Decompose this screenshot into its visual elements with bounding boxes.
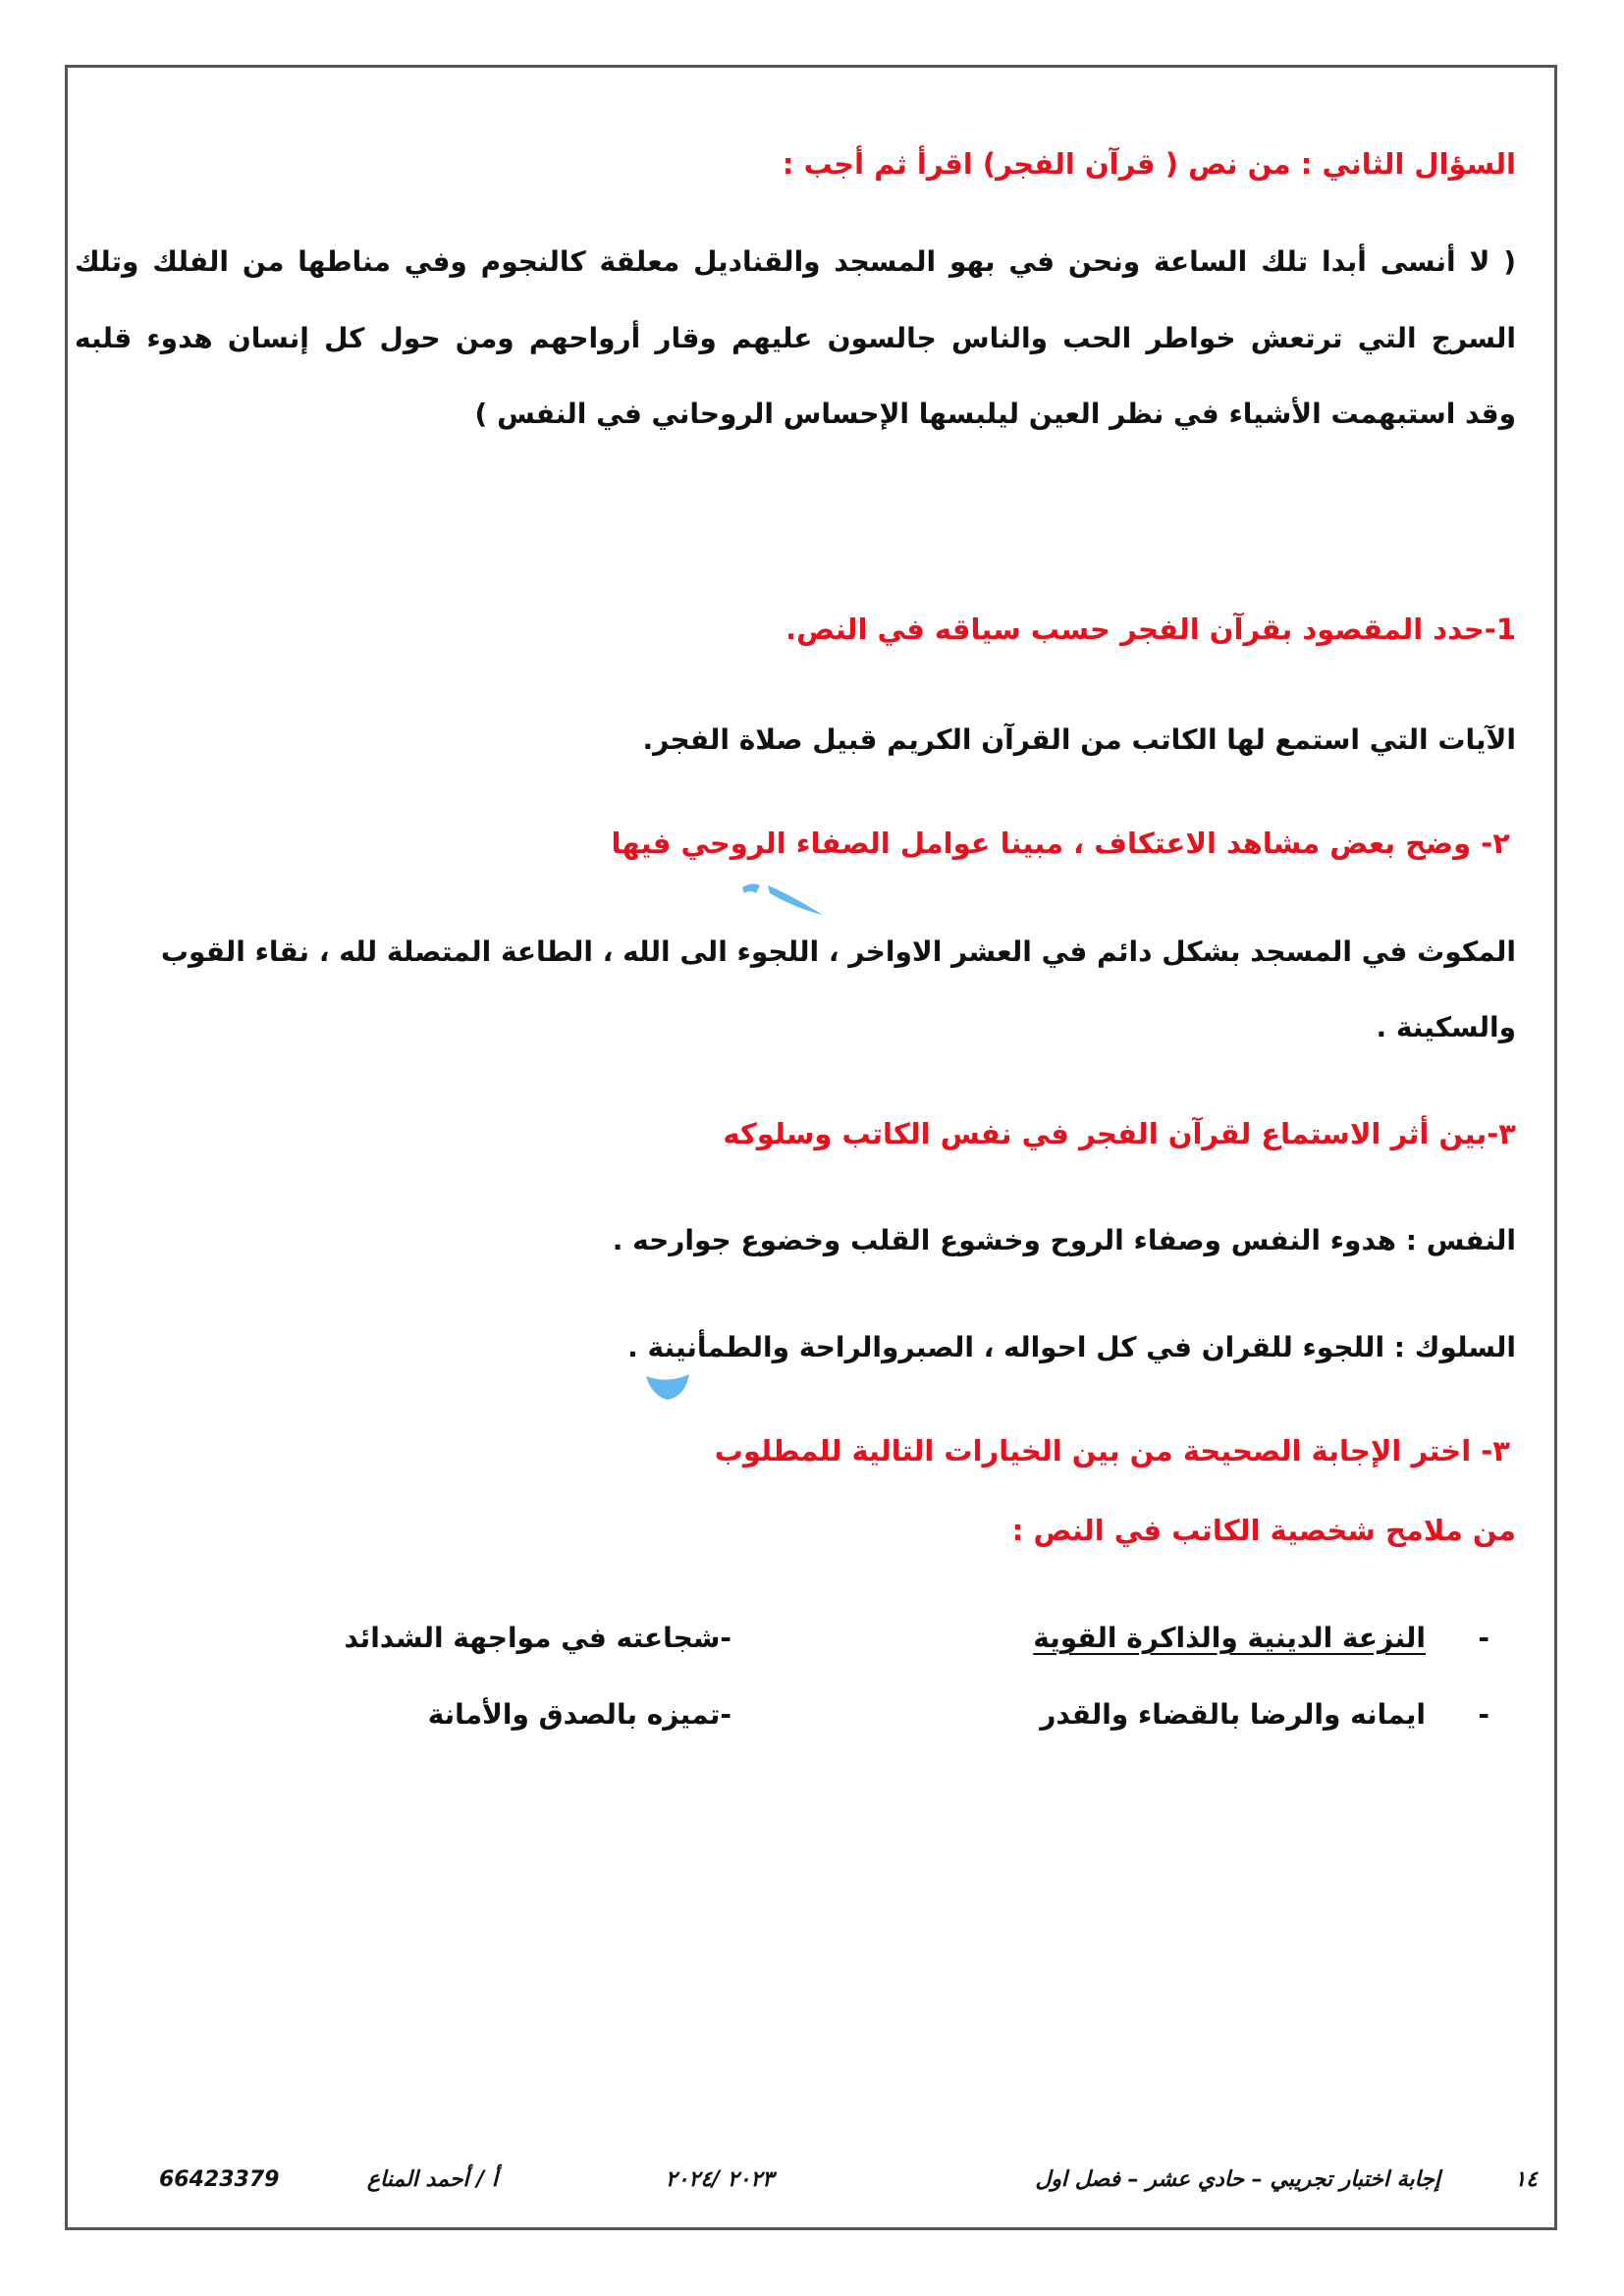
footer-year: ٢٠٢٣ /٢٠٢٤ — [665, 2167, 774, 2192]
q2-answer-line-1: المكوث في المسجد بشكل دائم في العشر الاواخر ، اللجوء الى الله ، الطاعة المتصلة لله ، نقاء القوب — [160, 935, 1516, 968]
footer-page-number: ١٤ — [1514, 2167, 1538, 2192]
option-text-correct: النزعة الدينية والذاكرة القوية — [1033, 1622, 1426, 1654]
q3-prompt: ٣-بين أثر الاستماع لقرآن الفجر في نفس الكاتب وسلوكه — [723, 1117, 1516, 1150]
q3-answer-behavior: السلوك : اللجوء للقران في كل احواله ، الصبروالراحة والطمأنينة . — [627, 1331, 1516, 1363]
option-dash: - — [1478, 1698, 1489, 1731]
q4-stem: من ملامح شخصية الكاتب في النص : — [1011, 1514, 1516, 1547]
option-dash: - — [1478, 1622, 1489, 1654]
q4-prompt: ٣- اختر الإجابة الصحيحة من بين الخيارات التالية للمطلوب — [714, 1434, 1510, 1468]
q2-prompt: ٢- وضح بعض مشاهد الاعتكاف ، مبينا عوامل الصفاء الروحي فيها — [611, 827, 1510, 860]
q2-answer-line-2: والسكينة . — [1376, 1011, 1516, 1043]
passage-line-2: السرج التي ترتعش خواطر الحب والناس جالسون عليهم وقار أرواحهم ومن حول كل إنسان هدوء قلبه — [75, 322, 1516, 354]
footer-exam-label: إجابة اختبار تجريبي – حادي عشر – فصل اول — [1035, 2167, 1440, 2192]
option-text: -شجاعته في مواجهة الشدائد — [344, 1622, 731, 1654]
blue-highlight-mark — [738, 880, 827, 919]
passage-line-1: ( لا أنسى أبدا تلك الساعة ونحن في بهو المسجد والقناديل معلقة كالنجوم وفي مناطها من الفلك وتلك — [75, 245, 1516, 278]
passage-line-3: وقد استبهمت الأشياء في نظر العين ليلبسها الإحساس الروحاني في النفس ) — [474, 398, 1516, 430]
q1-answer: الآيات التي استمع لها الكاتب من القرآن الكريم قبيل صلاة الفجر. — [642, 723, 1516, 756]
blue-highlight-mark — [644, 1372, 691, 1402]
q1-prompt: 1-حدد المقصود بقرآن الفجر حسب سياقه في النص. — [785, 613, 1516, 646]
option-text: ايمانه والرضا بالقضاء والقدر — [1040, 1698, 1426, 1731]
question-title: السؤال الثاني : من نص ( قرآن الفجر) اقرأ ثم أجب : — [782, 147, 1516, 181]
footer-author: أ / أحمد المناع — [366, 2167, 498, 2192]
option-text: -تميزه بالصدق والأمانة — [427, 1698, 731, 1731]
q3-answer-self: النفس : هدوء النفس وصفاء الروح وخشوع القلب وخضوع جوارحه . — [612, 1224, 1516, 1256]
footer-phone: 66423379 — [159, 2167, 280, 2192]
